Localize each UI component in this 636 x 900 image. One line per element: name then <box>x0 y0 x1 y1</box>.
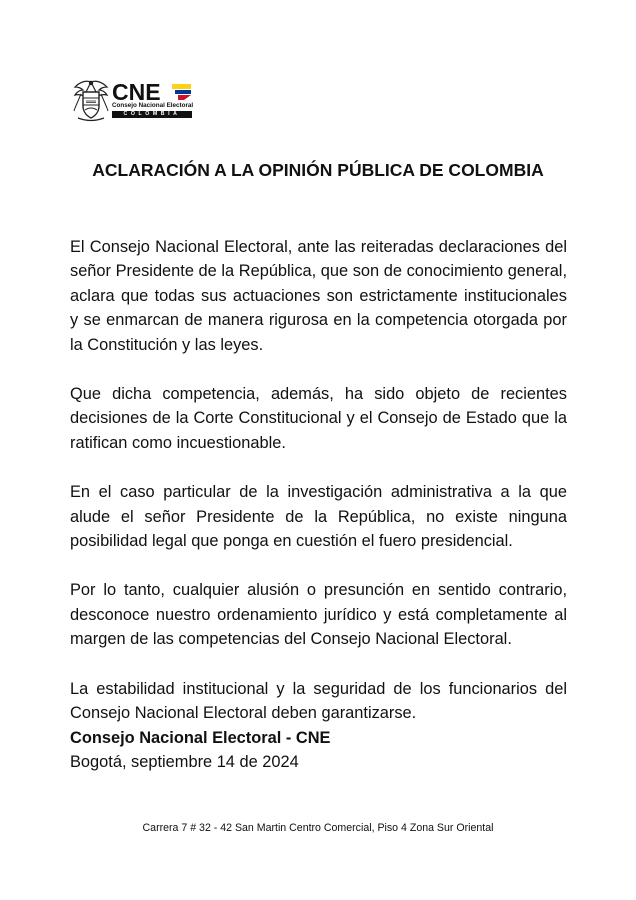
footer-address: Carrera 7 # 32 - 42 San Martin Centro Comercial, Piso 4 Zona Sur Oriental <box>142 822 494 834</box>
logo-full-name: Consejo Nacional Electoral <box>112 102 194 109</box>
logo-acronym: CNE <box>112 79 161 105</box>
paragraph-5: La estabilidad institucional y la seguridad de los funcionarios del Consejo Nacional Electoral deben garantizarse. <box>70 679 567 723</box>
logo-country: COLOMBIA <box>112 111 192 118</box>
document-body <box>70 235 567 751</box>
signature-place-date: Bogotá, septiembre 14 de 2024 <box>70 753 299 772</box>
paragraph-2: Que dicha competencia, además, ha sido objeto de recientes decisiones de la Corte Constitucional y el Consejo de Estado que la ratifican como incuestionable. <box>70 385 567 452</box>
signature-name: Consejo Nacional Electoral - CNE <box>70 729 331 747</box>
paragraph-3: En el caso particular de la investigación administrativa a la que alude el señor Presidente de la República, no existe ninguna posibilidad legal que ponga en cuestión el fuero presidencial. <box>70 483 567 551</box>
letterhead <box>72 76 192 124</box>
flag-arrow-icon <box>172 84 191 100</box>
paragraph-4: Por lo tanto, cualquier alusión o presunción en sentido contrario, desconoce nuestro ordenamiento jurídico y está completamente al margen de las competencias del Consejo Nacional Electoral. <box>70 581 567 649</box>
document-title: ACLARACIÓN A LA OPINIÓN PÚBLICA DE COLOMBIA <box>92 160 544 180</box>
paragraph-1: El Consejo Nacional Electoral, ante las reiteradas declaraciones del señor Presidente de la República, que son de conocimiento general, aclara que todas sus actuaciones son estrictamente institucionales y se enmarcan de manera rigurosa en la competencia otorgada por la Constitución y las leyes. <box>70 238 567 354</box>
signature-block <box>70 726 470 775</box>
cne-logo <box>112 79 194 120</box>
coat-of-arms-icon <box>72 78 110 122</box>
